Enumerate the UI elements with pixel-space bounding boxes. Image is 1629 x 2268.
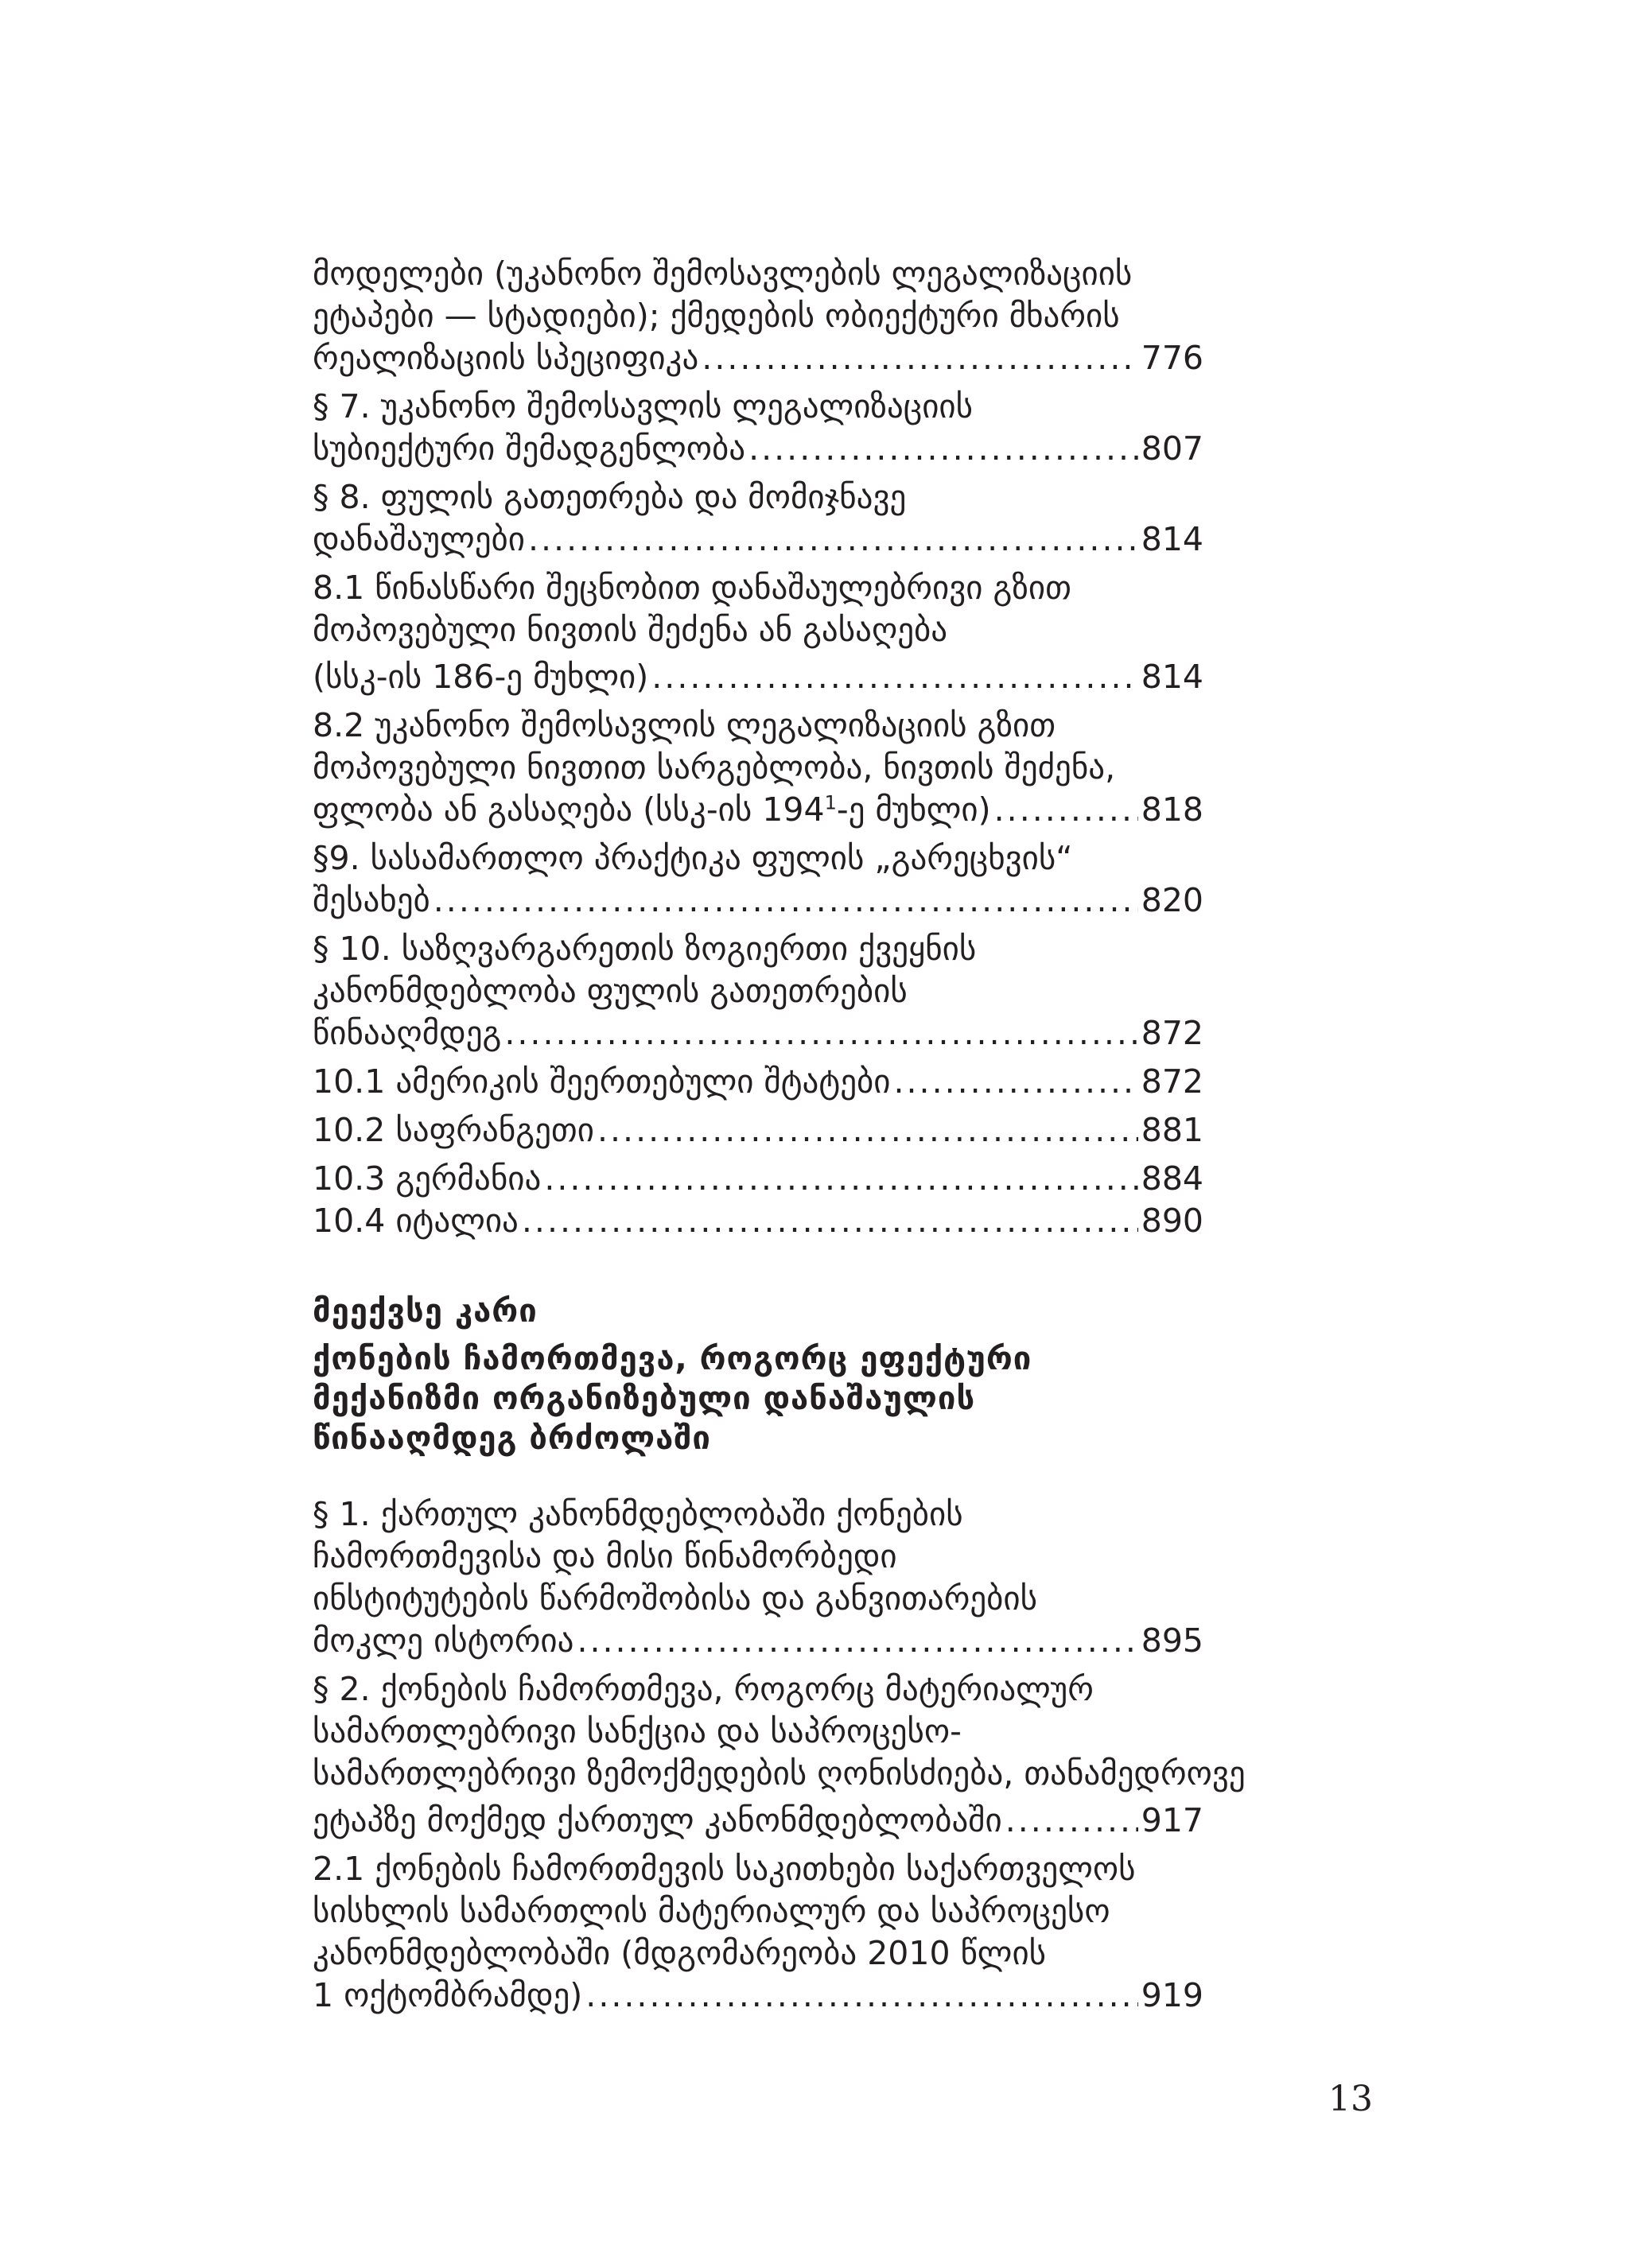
toc-entry bbox=[313, 1493, 1203, 1662]
toc-entry-line: ეტაპები — სტადიები); ქმედების ობიექტური მხარის bbox=[313, 297, 1120, 335]
toc-page-number: 890 bbox=[1141, 1202, 1203, 1240]
toc-entry-title: სუბიექტური შემადგენლობა bbox=[313, 429, 746, 468]
toc-entry-title: წინააღმდეგ bbox=[313, 1014, 502, 1052]
toc-entry-last-line bbox=[313, 1061, 1203, 1103]
dot-leader bbox=[994, 789, 1138, 831]
toc-entry-last-line bbox=[313, 1975, 1203, 2017]
table-of-contents bbox=[313, 253, 1246, 2023]
toc-entry-title-part: -ე მუხლი) bbox=[836, 790, 991, 829]
chapter-title-line: ქონების ჩამორთმევა, როგორც ეფექტური bbox=[313, 1341, 1032, 1377]
toc-page-number: 818 bbox=[1141, 790, 1203, 829]
toc-entry-title: ეტაპზე მოქმედ ქართულ კანონმდებლობაში bbox=[313, 1801, 1002, 1839]
toc-page-number: 917 bbox=[1141, 1801, 1203, 1839]
toc-page-number: 814 bbox=[1141, 520, 1203, 558]
toc-page-number: 919 bbox=[1141, 1976, 1203, 2014]
dot-leader bbox=[748, 428, 1138, 470]
toc-entry-last-line bbox=[313, 1200, 1203, 1242]
toc-entry-title: შესახებ bbox=[313, 881, 430, 919]
toc-entry-last-line bbox=[313, 337, 1203, 379]
toc-entry-last-line bbox=[313, 880, 1203, 922]
dot-leader bbox=[893, 1061, 1137, 1103]
toc-entry-line: § 10. საზღვარგარეთის ზოგიერთი ქვეყნის bbox=[313, 930, 977, 968]
toc-entry-line: მოპოვებული ნივთით სარგებლობა, ნივთის შეძენა, bbox=[313, 748, 1116, 786]
toc-entry-line: სისხლის სამართლის მატერიალურ და საპროცესო bbox=[313, 1892, 1110, 1930]
toc-entry-line: სამართლებრივი სანქცია და საპროცესო- bbox=[313, 1712, 962, 1750]
toc-entry bbox=[313, 1061, 1203, 1103]
dot-leader bbox=[597, 1109, 1138, 1151]
toc-entry-title: რეალიზაციის სპეციფიკა bbox=[313, 339, 699, 377]
toc-entry-title: 1 ოქტომბრამდე) bbox=[313, 1976, 583, 2014]
toc-entry bbox=[313, 476, 1203, 561]
toc-entry bbox=[313, 386, 1203, 470]
toc-page-number: 872 bbox=[1141, 1014, 1203, 1052]
dot-leader bbox=[522, 1200, 1138, 1242]
toc-page-number: 884 bbox=[1141, 1159, 1203, 1198]
dot-leader bbox=[544, 1158, 1137, 1200]
article-superscript: 1 bbox=[824, 791, 837, 814]
toc-entry-title bbox=[313, 789, 991, 831]
toc-entry-line: § 7. უკანონო შემოსავლის ლეგალიზაციის bbox=[313, 387, 974, 425]
dot-leader bbox=[433, 880, 1138, 922]
toc-entry-last-line bbox=[313, 1620, 1203, 1662]
dot-leader bbox=[504, 1012, 1137, 1054]
chapter-title-line: წინააღმდეგ ბრძოლაში bbox=[313, 1420, 711, 1457]
toc-page-number: 872 bbox=[1141, 1062, 1203, 1101]
toc-entry-title: 10.1 ამერიკის შეერთებული შტატები bbox=[313, 1062, 891, 1101]
dot-leader bbox=[528, 518, 1138, 561]
chapter-heading bbox=[313, 1290, 1203, 1458]
toc-entry bbox=[313, 567, 1203, 698]
toc-entry-title: 10.3 გერმანია bbox=[313, 1159, 542, 1198]
toc-entry bbox=[313, 1668, 1246, 1842]
toc-entry-last-line bbox=[313, 1158, 1203, 1200]
toc-entry bbox=[313, 1158, 1203, 1200]
toc-entry-last-line bbox=[313, 1012, 1203, 1054]
toc-entry bbox=[313, 1848, 1203, 2017]
toc-entry-line: სამართლებრივი ზემოქმედების ღონისძიება, თანამედროვე bbox=[313, 1754, 1246, 1792]
toc-entry-line: 8.1 წინასწარი შეცნობით დანაშაულებრივი გზით bbox=[313, 569, 1071, 607]
toc-entry-last-line bbox=[313, 428, 1203, 470]
dot-leader bbox=[1005, 1800, 1138, 1842]
toc-entry-line: ინსტიტუტების წარმოშობისა და განვითარების bbox=[313, 1579, 1038, 1618]
toc-entry-last-line bbox=[313, 1109, 1203, 1151]
toc-entry bbox=[313, 1200, 1203, 1242]
toc-page-number: 776 bbox=[1141, 339, 1203, 377]
toc-entry-line: ჩამორთმევისა და მისი წინამორბედი bbox=[313, 1537, 897, 1575]
toc-entry-line: კანონმდებლობა ფულის გათეთრების bbox=[313, 972, 908, 1010]
toc-entry-last-line bbox=[313, 1800, 1203, 1842]
chapter-label: მეექვსე კარი bbox=[313, 1293, 538, 1330]
toc-entry-line: 8.2 უკანონო შემოსავლის ლეგალიზაციის გზით bbox=[313, 706, 1056, 744]
toc-entry-last-line bbox=[313, 518, 1203, 561]
toc-entry-title: დანაშაულები bbox=[313, 520, 525, 558]
toc-entry-line: 2.1 ქონების ჩამორთმევის საკითხები საქართველოს bbox=[313, 1850, 1136, 1888]
toc-entry-title-part: ფლობა ან გასაღება (სსკ-ის 194 bbox=[313, 790, 825, 829]
toc-page-number: 807 bbox=[1141, 429, 1203, 468]
toc-page-number: 814 bbox=[1141, 658, 1203, 696]
toc-entry-title: 10.4 იტალია bbox=[313, 1202, 519, 1240]
toc-entry-line: მოპოვებული ნივთის შეძენა ან გასაღება bbox=[313, 611, 948, 649]
toc-entry bbox=[313, 928, 1203, 1054]
toc-entry bbox=[313, 1109, 1203, 1151]
dot-leader bbox=[651, 656, 1137, 698]
toc-page-number: 820 bbox=[1141, 881, 1203, 919]
toc-entry-line: § 1. ქართულ კანონმდებლობაში ქონების bbox=[313, 1495, 963, 1533]
dot-leader bbox=[702, 337, 1137, 379]
toc-entry-line: §9. სასამართლო პრაქტიკა ფულის „გარეცხვის“ bbox=[313, 839, 1073, 877]
chapter-title-line: მექანიზმი ორგანიზებული დანაშაულის bbox=[313, 1381, 976, 1417]
dot-leader bbox=[585, 1975, 1137, 2017]
toc-entry-line: მოდელები (უკანონო შემოსავლების ლეგალიზაციის bbox=[313, 254, 1133, 293]
toc-entry-last-line bbox=[313, 789, 1203, 831]
toc-entry bbox=[313, 705, 1203, 831]
toc-entry-line: კანონმდებლობაში (მდგომარეობა 2010 წლის bbox=[313, 1934, 1047, 1972]
toc-entry-last-line bbox=[313, 656, 1203, 698]
toc-entry-title: მოკლე ისტორია bbox=[313, 1621, 574, 1660]
toc-entry bbox=[313, 253, 1203, 379]
toc-entry-title: (სსკ-ის 186-ე მუხლი) bbox=[313, 658, 649, 696]
toc-entry-line: § 2. ქონების ჩამორთმევა, როგორც მატერიალურ bbox=[313, 1670, 1094, 1708]
dot-leader bbox=[577, 1620, 1137, 1662]
toc-entry-title: 10.2 საფრანგეთი bbox=[313, 1111, 594, 1149]
toc-entry-line: § 8. ფულის გათეთრება და მომიჯნავე bbox=[313, 478, 907, 516]
toc-page-number: 895 bbox=[1141, 1621, 1203, 1660]
page-number: 13 bbox=[1328, 2079, 1373, 2119]
toc-entry bbox=[313, 837, 1203, 922]
toc-page-number: 881 bbox=[1141, 1111, 1203, 1149]
